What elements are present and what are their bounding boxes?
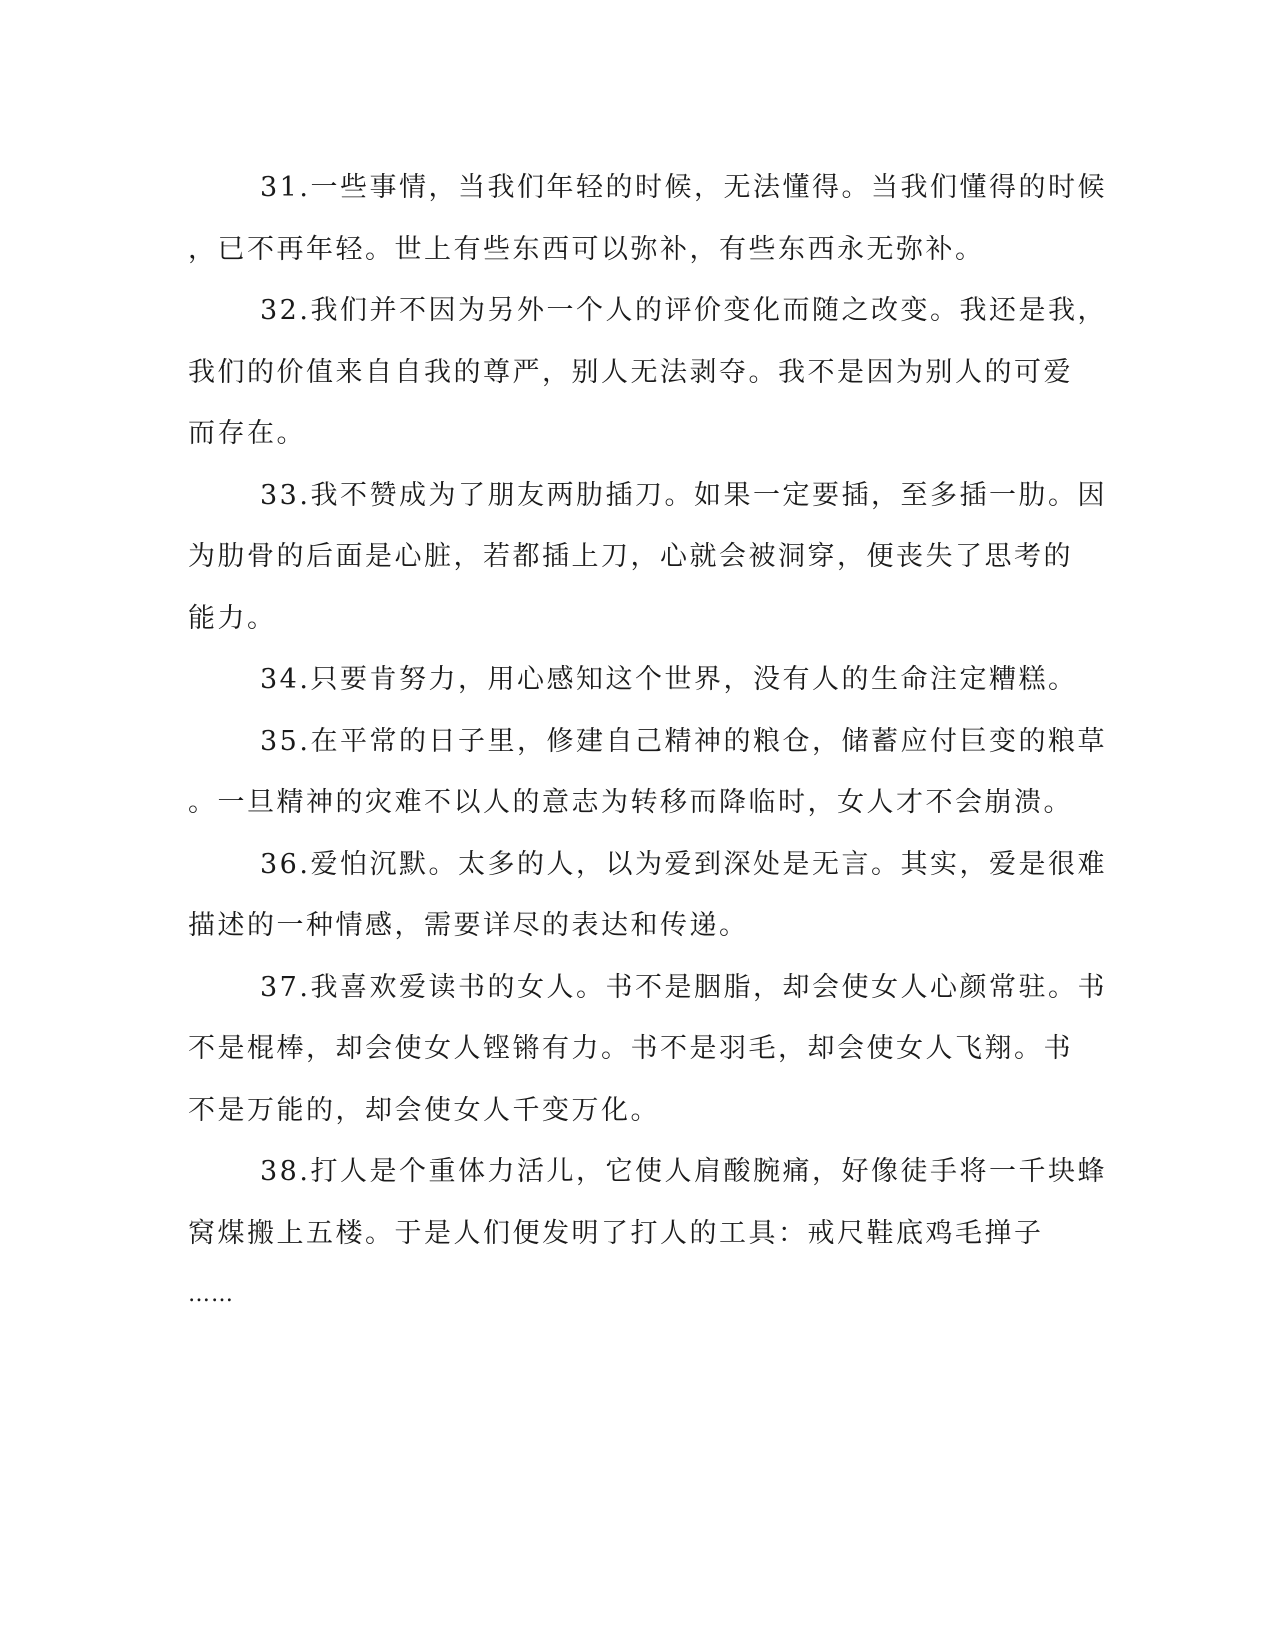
paragraph-line: 32.我们并不因为另外一个人的评价变化而随之改变。我还是我， — [260, 295, 1107, 326]
paragraph-line: 不是棍棒，却会使女人铿锵有力。书不是羽毛，却会使女人飞翔。书 — [188, 1033, 1073, 1064]
paragraph-33 — [188, 465, 1107, 650]
paragraph-line: 35.在平常的日子里，修建自己精神的粮仓，储蓄应付巨变的粮草 — [260, 725, 1107, 757]
paragraph-31 — [188, 157, 1107, 280]
paragraph-32 — [188, 280, 1107, 465]
paragraph-line: 34.只要肯努力，用心感知这个世界，没有人的生命注定糟糕。 — [260, 664, 1078, 695]
paragraph-line: 描述的一种情感，需要详尽的表达和传递。 — [188, 910, 749, 941]
paragraph-line: 为肋骨的后面是心脏，若都插上刀，心就会被洞穿，便丧失了思考的 — [188, 541, 1073, 572]
paragraph-line: 我们的价值来自自我的尊严，别人无法剥夺。我不是因为别人的可爱 — [188, 356, 1073, 388]
paragraph-line: 37.我喜欢爱读书的女人。书不是胭脂，却会使女人心颜常驻。书 — [260, 971, 1107, 1003]
paragraph-37 — [188, 957, 1107, 1142]
paragraph-36 — [188, 834, 1107, 957]
paragraph-line: 36.爱怕沉默。太多的人，以为爱到深处是无言。其实，爱是很难 — [260, 848, 1107, 880]
paragraph-line: 能力。 — [188, 602, 277, 634]
paragraph-line: 不是万能的，却会使女人千变万化。 — [188, 1094, 660, 1126]
paragraph-line: 窝煤搬上五楼。于是人们便发明了打人的工具：戒尺鞋底鸡毛掸子 — [188, 1217, 1044, 1249]
paragraph-34 — [188, 649, 1078, 711]
paragraph-line: 31.一些事情，当我们年轻的时候，无法懂得。当我们懂得的时候 — [260, 172, 1107, 203]
paragraph-line: 38.打人是个重体力活儿，它使人肩酸腕痛，好像徒手将一千块蜂 — [260, 1156, 1107, 1187]
paragraph-line: 而存在。 — [188, 418, 306, 449]
paragraph-38 — [188, 1141, 1107, 1326]
paragraph-line: ，已不再年轻。世上有些东西可以弥补，有些东西永无弥补。 — [188, 233, 985, 265]
paragraph-ellipsis: …… — [188, 1282, 234, 1307]
paragraph-35 — [188, 711, 1107, 834]
paragraph-line: 33.我不赞成为了朋友两肋插刀。如果一定要插，至多插一肋。因 — [260, 479, 1107, 511]
text-body — [188, 157, 1107, 1326]
paragraph-line: 。一旦精神的灾难不以人的意志为转移而降临时，女人才不会崩溃。 — [188, 787, 1073, 818]
